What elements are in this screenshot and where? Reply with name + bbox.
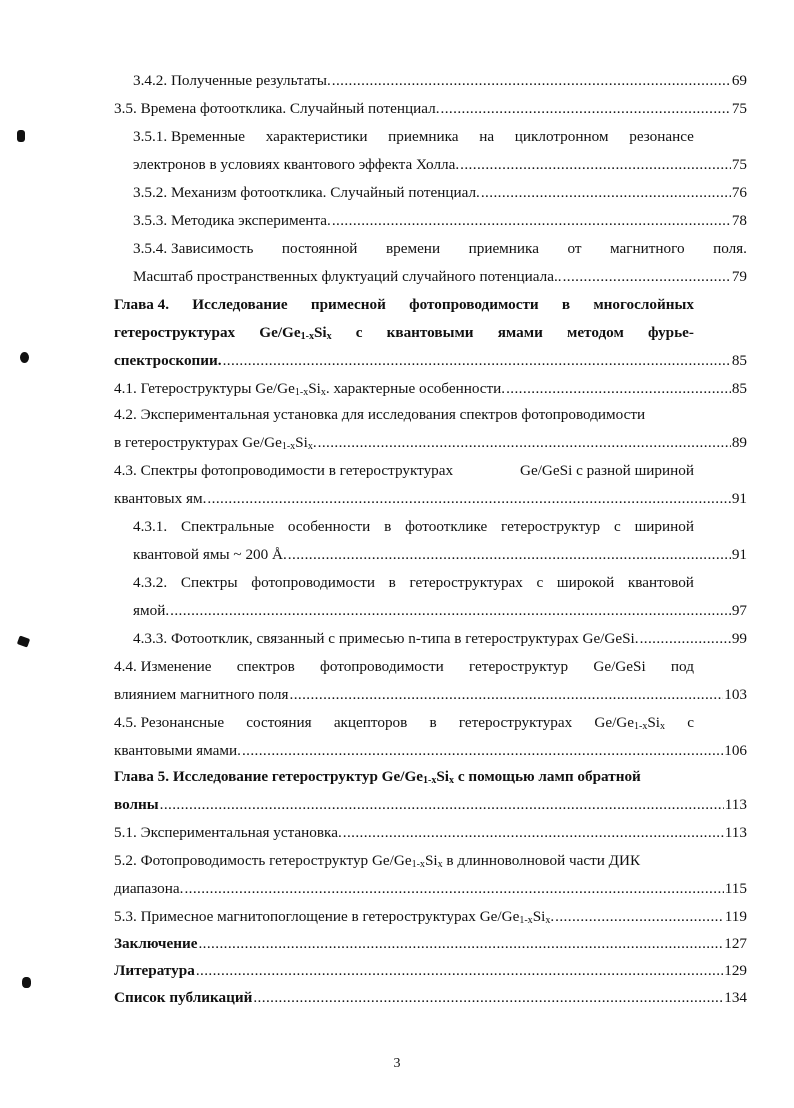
toc-entry-line[interactable] [133, 239, 747, 259]
leader-dots [460, 155, 731, 175]
toc-entry-title: 4.3.3. Фотоотклик, связанный с примесью n-типа в гетероструктурах Ge/GeSi. [133, 630, 639, 647]
word: гетероструктурах [458, 714, 573, 731]
toc-entry-title: 3.5. Времена фотоотклика. Случайный потенциал. [114, 100, 440, 117]
leader-dots [242, 741, 723, 761]
toc-entry[interactable] [114, 433, 747, 453]
scan-speck [17, 635, 30, 647]
word: Спектральные [181, 518, 275, 535]
toc-entry-page: 134 [724, 989, 747, 1006]
word: циклотронном [514, 128, 609, 145]
word: приемника [388, 128, 459, 145]
toc-entry-page: 113 [724, 824, 747, 841]
word: фотоотклике [405, 518, 488, 535]
toc-entry-line[interactable] [133, 573, 694, 593]
leader-dots [343, 823, 724, 843]
word: многослойных [593, 296, 694, 313]
toc-entry-title: Список публикаций [114, 989, 253, 1006]
word: приемника [468, 240, 539, 257]
toc-entry-title: волны [114, 796, 159, 813]
toc-entry[interactable] [133, 545, 747, 565]
toc-entry[interactable] [133, 601, 747, 621]
toc-entry-page: 103 [724, 686, 747, 703]
word: магнитного [610, 240, 685, 257]
toc-entry-line[interactable] [114, 657, 694, 677]
toc-entry-title: влиянием магнитного поля [114, 686, 289, 703]
word: постоянной [281, 240, 358, 257]
toc-entry-page: 115 [724, 880, 747, 897]
word: акцепторов [333, 714, 408, 731]
word: характеристики [265, 128, 368, 145]
word: $Ge/Ge_{1-x}Si_x$ [259, 324, 332, 342]
toc-entry-title: спектроскопии. [114, 352, 222, 369]
toc-entry[interactable] [114, 988, 747, 1008]
scan-speck [17, 130, 25, 142]
toc-entry-title: 3.5.2. Механизм фотоотклика. Случайный потенциал. [133, 184, 480, 201]
word: квантовыми [386, 324, 474, 341]
toc-entry[interactable] [114, 99, 747, 119]
word: гетероструктур [501, 518, 601, 535]
toc-entry-title: в гетероструктурах $Ge/Ge_{1-x}Si_x$. [114, 434, 317, 452]
leader-dots [332, 211, 731, 231]
toc-entry-page: 69 [731, 72, 747, 89]
word: Спектры [180, 574, 238, 591]
toc-entry-page: 78 [731, 212, 747, 229]
toc-entry-title: Масштаб пространственных флуктуаций случайного потенциала.. [133, 268, 562, 285]
word: квантовой [627, 574, 694, 591]
toc-entry[interactable] [114, 741, 747, 761]
word: в [388, 574, 396, 591]
toc-entry[interactable] [133, 155, 747, 175]
word: примесной [310, 296, 386, 313]
toc-entry-page: 106 [724, 742, 747, 759]
toc-entry-page: 79 [731, 268, 747, 285]
word: в [429, 714, 437, 731]
leader-dots [160, 795, 724, 815]
page-number: 3 [393, 1056, 401, 1071]
toc-entry[interactable] [133, 267, 747, 287]
leader-dots [170, 601, 731, 621]
word: $Ge/Ge_{1-x}Si_x$ [594, 714, 666, 732]
word: времени [385, 240, 441, 257]
word: состояния [246, 714, 312, 731]
leader-dots [288, 545, 731, 565]
word: в [384, 518, 392, 535]
toc-entry-page: 99 [731, 630, 747, 647]
toc-entry-line[interactable] [133, 127, 694, 147]
word: ямами [497, 324, 543, 341]
leader-dots [640, 629, 731, 649]
toc-entry-title: электронов в условиях квантового эффекта Холла. [133, 156, 460, 173]
toc-entry-page: 91 [731, 490, 747, 507]
word: Глава 5. Исследование гетероструктур $Ge/Ge_{1-x}Si_x$ с помощью ламп обратной [114, 768, 641, 786]
toc-entry[interactable] [114, 934, 747, 954]
toc-entry-title: 4.1. Гетероструктуры $Ge/Ge_{1-x}Si_x$. характерные особенности. [114, 380, 506, 398]
toc-entry[interactable] [114, 489, 747, 509]
toc-entry-line[interactable] [114, 713, 694, 733]
word: в [561, 296, 571, 313]
toc-entry-page: 76 [731, 184, 747, 201]
toc-entry-page: 129 [724, 962, 747, 979]
word: на [479, 128, 495, 145]
word: фотопроводимости [251, 574, 376, 591]
word: с [687, 714, 694, 731]
word: гетероструктурах [114, 324, 236, 341]
toc-entry-page: 85 [731, 380, 747, 397]
word: Глава 4. [114, 296, 170, 313]
chapter-heading-line[interactable] [114, 323, 694, 343]
toc-entry-page: 119 [724, 908, 747, 925]
leader-dots [481, 183, 731, 203]
leader-dots [332, 71, 731, 91]
toc-entry-title: квантовыми ямами. [114, 742, 241, 759]
word: фотопроводимости [409, 296, 539, 313]
leader-dots [441, 99, 731, 119]
word: 4.4. Изменение [114, 658, 212, 675]
leader-dots [223, 351, 731, 371]
toc-entry[interactable] [133, 629, 747, 649]
word: поля. [713, 240, 747, 257]
toc-entry-page: 91 [731, 546, 747, 563]
word: фурье- [647, 324, 694, 341]
toc-entry-line[interactable] [133, 517, 694, 537]
word: с [536, 574, 544, 591]
toc-entry-page: 127 [724, 935, 747, 952]
word: фотопроводимости [320, 658, 444, 675]
word: 4.3. Спектры фотопроводимости в гетероструктурах [114, 462, 454, 479]
toc-entry[interactable] [114, 907, 747, 927]
leader-dots [196, 961, 723, 981]
word: методом [566, 324, 624, 341]
leader-dots [253, 988, 723, 1008]
word: с [613, 518, 621, 535]
toc-entry[interactable] [114, 379, 747, 399]
toc-entry[interactable] [114, 351, 747, 371]
toc-entry-page: 113 [724, 796, 747, 813]
toc-entry-title: диапазона. [114, 880, 184, 897]
toc-entry-page: 89 [731, 434, 747, 451]
toc-entry-title: 3.5.3. Методика эксперимента. [133, 212, 331, 229]
word: 4.3.2. [133, 574, 168, 591]
word: 4.5. Резонансные [114, 714, 225, 731]
toc-entry-line[interactable] [114, 461, 694, 481]
toc-entry-page: 97 [731, 602, 747, 619]
word: 3.5.4. Зависимость [133, 240, 254, 257]
word: Исследование [192, 296, 288, 313]
toc-entry-line[interactable] [114, 405, 694, 425]
toc-entry[interactable] [114, 961, 747, 981]
word: гетероструктур [469, 658, 569, 675]
leader-dots [198, 934, 723, 954]
toc-entry[interactable] [133, 183, 747, 203]
word: 5.2. Фотопроводимость гетероструктур $Ge/Ge_{1-x}Si_x$ в длинноволновой части ДИК [114, 852, 641, 870]
word: Ge/GeSi [593, 658, 646, 675]
word: гетероструктурах [409, 574, 523, 591]
toc-entry-title: 5.3. Примесное магнитопоглощение в гетероструктурах $Ge/Ge_{1-x}Si_x$. [114, 908, 555, 926]
word: шириной [634, 518, 694, 535]
leader-dots [506, 379, 731, 399]
toc-entry[interactable] [114, 685, 747, 705]
word: особенности [287, 518, 371, 535]
toc-entry[interactable] [114, 795, 747, 815]
leader-dots [290, 685, 724, 705]
word: резонансе [629, 128, 694, 145]
leader-dots [184, 879, 723, 899]
toc-entry-page: 85 [731, 352, 747, 369]
toc-entry-title: Заключение [114, 935, 198, 952]
toc-entry-title: 3.4.2. Полученные результаты. [133, 72, 331, 89]
toc-entry-title: Литература [114, 962, 195, 979]
toc-entry-line[interactable] [114, 851, 694, 871]
toc-entry-page: 75 [731, 100, 747, 117]
scan-speck [20, 352, 29, 363]
word: от [567, 240, 582, 257]
scan-speck [22, 977, 31, 988]
chapter-heading-line[interactable] [114, 295, 694, 315]
word: 3.5.1. Временные [133, 128, 245, 145]
word: Ge/GeSi с разной шириной [519, 462, 694, 479]
toc-entry[interactable] [133, 71, 747, 91]
leader-dots [318, 433, 731, 453]
toc-entry-title: ямой. [133, 602, 170, 619]
toc-entry[interactable] [114, 879, 747, 899]
leader-dots [555, 907, 724, 927]
leader-dots [563, 267, 731, 287]
toc-entry-title: 5.1. Экспериментальная установка. [114, 824, 342, 841]
word: под [670, 658, 694, 675]
toc-entry[interactable] [114, 823, 747, 843]
toc-entry-title: квантовой ямы ~ 200 Å. [133, 546, 287, 563]
toc-entry-page: 75 [731, 156, 747, 173]
toc-entry[interactable] [133, 211, 747, 231]
toc-entry-title: квантовых ям. [114, 490, 207, 507]
word: 4.2. Экспериментальная установка для исследования спектров фотопроводимости [114, 406, 646, 423]
leader-dots [207, 489, 730, 509]
chapter-heading-line[interactable] [114, 767, 694, 787]
word: спектров [236, 658, 295, 675]
word: с [355, 324, 363, 341]
word: 4.3.1. [133, 518, 168, 535]
word: широкой [556, 574, 615, 591]
